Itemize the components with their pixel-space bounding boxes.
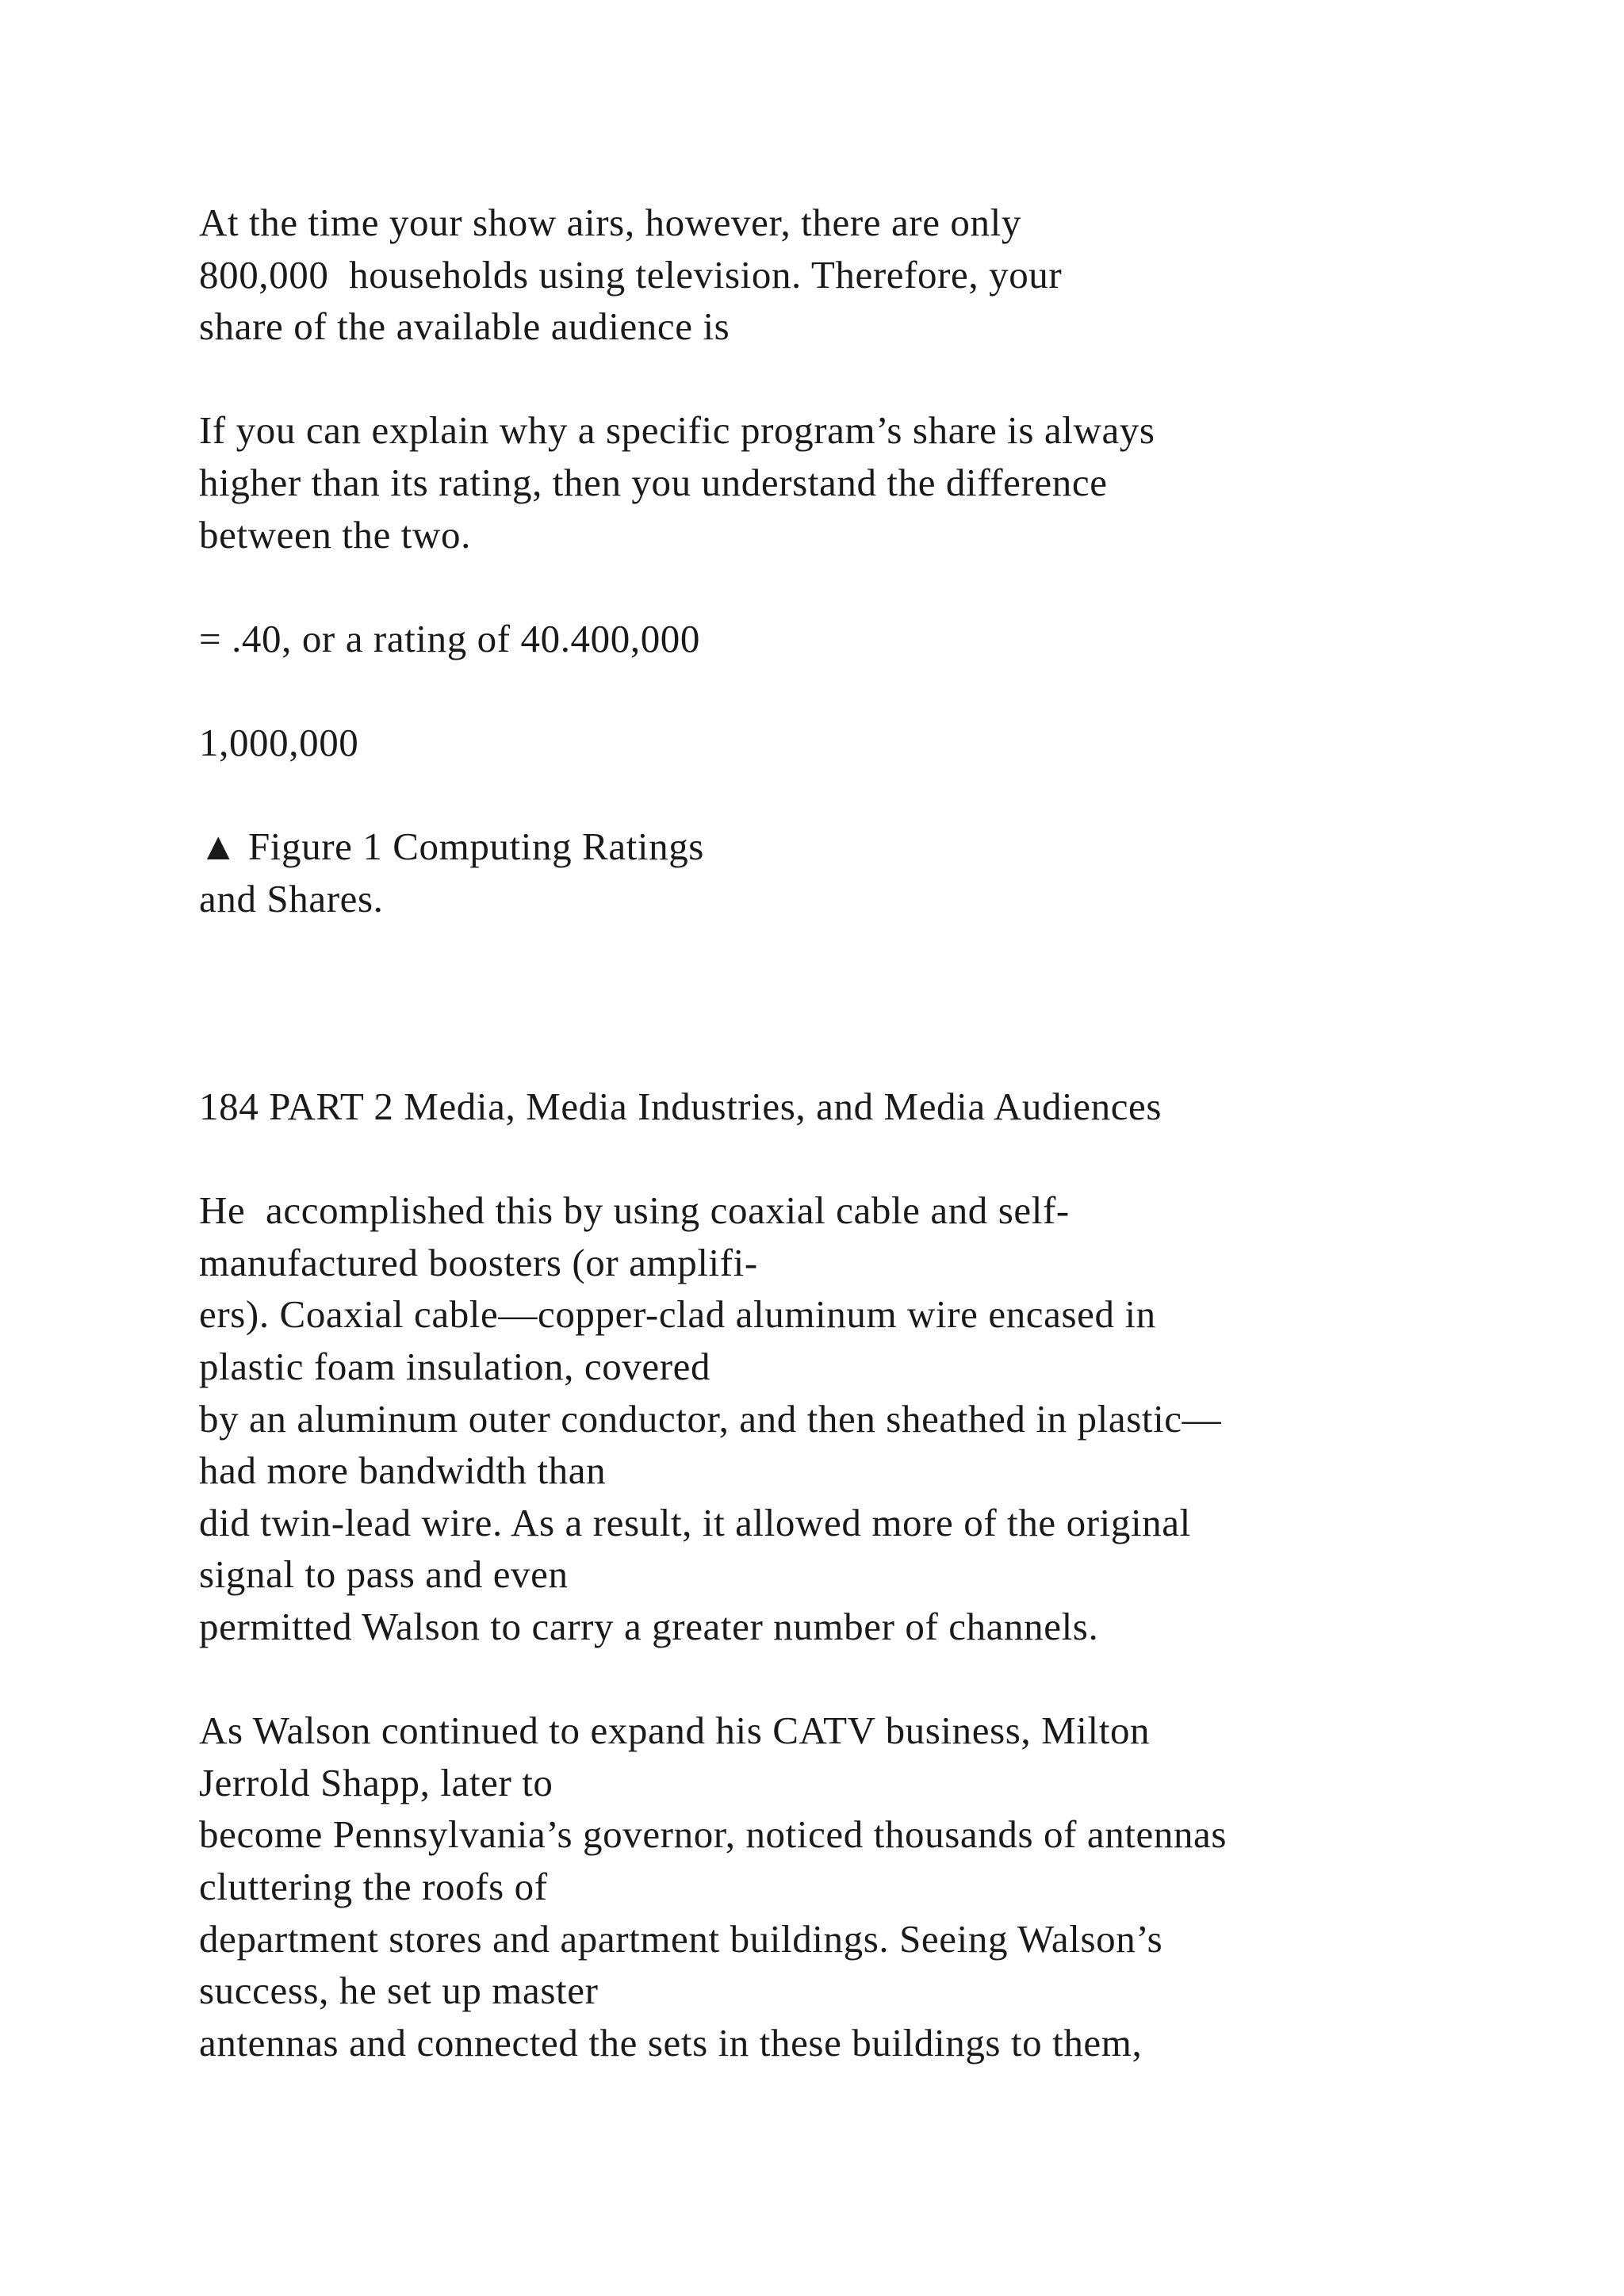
text-line: 184 PART 2 Media, Media Industries, and Media Audiences <box>199 1085 1162 1129</box>
text-line: plastic foam insulation, covered <box>199 1345 711 1389</box>
text-line: between the two. <box>199 512 471 557</box>
text-line: signal to pass and even <box>199 1552 569 1597</box>
text-line: Jerrold Shapp, later to <box>199 1760 553 1804</box>
paragraph-coaxial-cable <box>199 1184 1507 1652</box>
paragraph-spacer <box>199 1133 1507 1185</box>
document-body <box>199 197 1507 2068</box>
text-line: = .40, or a rating of 40.400,000 <box>199 616 701 660</box>
figure-caption <box>199 821 1507 924</box>
paragraph-spacer <box>199 1029 1507 1081</box>
text-line: did twin-lead wire. As a result, it allowed more of the original <box>199 1500 1191 1544</box>
text-line: by an aluminum outer conductor, and then sheathed in plastic— <box>199 1396 1222 1441</box>
text-line: 1,000,000 <box>199 720 359 764</box>
text-line: ▲ Figure 1 Computing Ratings <box>199 825 704 869</box>
text-line: had more bandwidth than <box>199 1448 607 1493</box>
text-line: permitted Walson to carry a greater number of channels. <box>199 1605 1099 1649</box>
paragraph-available-audience <box>199 197 1507 353</box>
formula-rating <box>199 613 1507 665</box>
paragraph-spacer <box>199 664 1507 717</box>
text-line: At the time your show airs, however, there are only <box>199 201 1021 244</box>
text-line: cluttering the roofs of <box>199 1865 548 1908</box>
text-line: He accomplished this by using coaxial cable and self- <box>199 1188 1070 1233</box>
running-header <box>199 1081 1507 1133</box>
text-line: antennas and connected the sets in these buildings to them, <box>199 2020 1143 2064</box>
paragraph-spacer <box>199 353 1507 405</box>
text-line: higher than its rating, then you understand the difference <box>199 460 1108 504</box>
text-line: If you can explain why a specific program’s share is always <box>199 408 1155 453</box>
text-line: and Shares. <box>199 876 384 920</box>
text-line: manufactured boosters (or amplifi- <box>199 1240 758 1284</box>
paragraph-spacer <box>199 769 1507 821</box>
text-line: success, he set up master <box>199 1969 599 2013</box>
paragraph-walson-expansion <box>199 1705 1507 2068</box>
text-line: ers). Coaxial cable—copper-clad aluminum wire encased in <box>199 1292 1156 1337</box>
paragraph-share-vs-rating <box>199 404 1507 561</box>
formula-denominator <box>199 717 1507 769</box>
text-line: share of the available audience is <box>199 304 730 349</box>
text-line: 800,000 households using television. Therefore, your <box>199 252 1063 297</box>
section-spacer <box>199 924 1507 1028</box>
text-line: As Walson continued to expand his CATV business, Milton <box>199 1709 1151 1753</box>
paragraph-spacer <box>199 561 1507 613</box>
paragraph-spacer <box>199 1653 1507 1705</box>
text-line: become Pennsylvania’s governor, noticed thousands of antennas <box>199 1812 1228 1857</box>
text-line: department stores and apartment buildings. Seeing Walson’s <box>199 1916 1163 1961</box>
